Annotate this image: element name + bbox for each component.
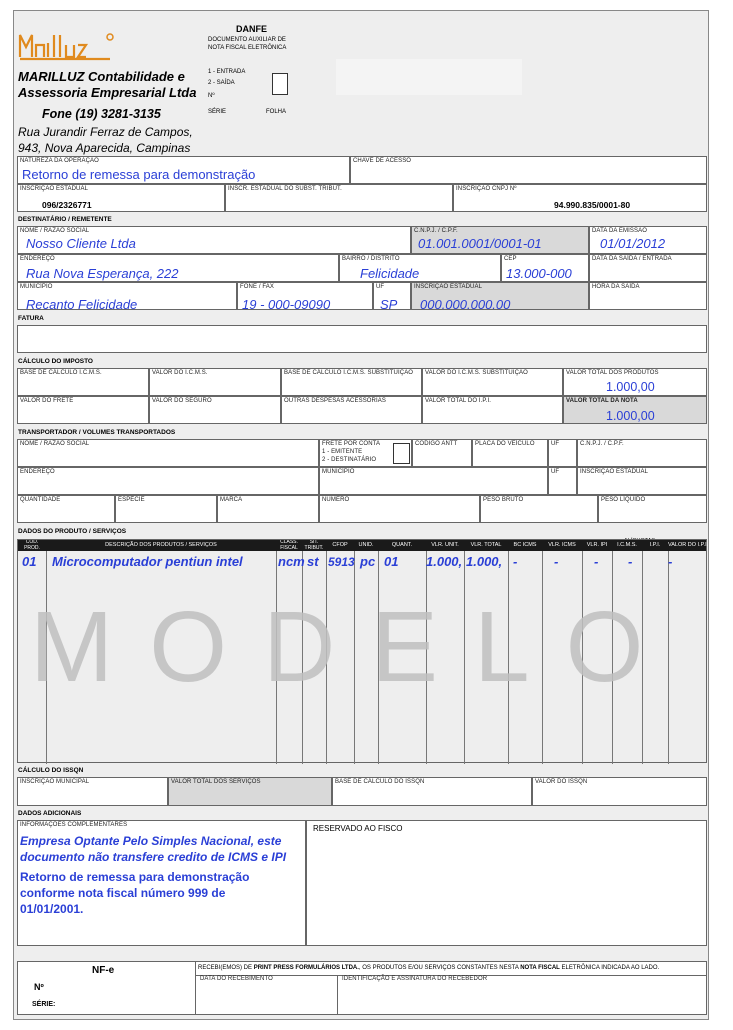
transp-peso-liquido-label: PESO LÍQUIDO	[601, 497, 646, 503]
entrada-label: 1 - ENTRADA	[208, 69, 246, 75]
transp-especie-label: ESPÉCIE	[118, 497, 145, 503]
recebemos-pre: RECEBI(EMOS) DE	[198, 965, 254, 971]
serie-label: SÉRIE	[208, 109, 227, 115]
issqn-valor-label: VALOR DO ISSQN	[535, 779, 588, 785]
th-class: CLASS. FISCAL	[280, 540, 298, 551]
dest-emissao-label: DATA DA EMISSÃO	[592, 228, 647, 234]
transp-endereco-cell	[17, 467, 319, 495]
info-text1: Empresa Optante Pelo Simples Nacional, este documento não transfere credito de ICMS e IPI	[20, 834, 287, 864]
dest-nome-cell	[17, 226, 411, 254]
total-produtos-label: VALOR TOTAL DOS PRODUTOS	[566, 370, 659, 376]
dest-hora-cell	[589, 282, 707, 310]
ie-subst-label: INSCR. ESTADUAL DO SUBST. TRIBUT.	[228, 186, 342, 192]
issqn-base-cell	[332, 777, 532, 806]
dest-endereco-cell	[17, 254, 339, 282]
transp-quantidade-label: QUANTIDADE	[20, 497, 61, 503]
th-aicms: I.C.M.S.	[617, 542, 637, 548]
dest-cnpj-label: C.N.P.J. / C.P.F.	[414, 228, 458, 234]
dest-nome-label: NOME / RAZÃO SOCIAL	[20, 228, 90, 234]
issqn-inscricao-cell	[17, 777, 168, 806]
transp-frete-cell	[319, 439, 412, 467]
natureza-cell	[17, 156, 350, 184]
issqn-inscricao-label: INSCRIÇÃO MUNICIPAL	[20, 779, 90, 785]
dest-uf-label: UF	[376, 284, 385, 290]
th-unid: UNID.	[358, 542, 374, 548]
natureza-value: Retorno de remessa para demonstração	[22, 167, 256, 182]
dest-bairro-cell	[339, 254, 501, 282]
transp-uf2-label: UF	[551, 469, 560, 475]
dest-emissao-cell	[589, 226, 707, 254]
total-nota-cell	[563, 396, 707, 424]
valor-icms-sub-label: VALOR DO I.C.M.S. SUBSTITUIÇÃO	[425, 370, 528, 376]
fisco-label: RESERVADO AO FISCO	[313, 824, 403, 833]
th-sit: SIT. TRIBUT.	[304, 540, 324, 551]
frete-cell	[17, 396, 149, 424]
row-unid: pc	[360, 554, 376, 569]
issqn-total-cell	[168, 777, 332, 806]
canhoto-recebemos	[198, 965, 659, 971]
base-icms-sub-label: BASE DE CÁLCULO I.C.M.S. SUBSTITUIÇÃO	[284, 370, 414, 376]
dest-cep-label: CEP	[504, 256, 517, 262]
dest-cep-value: 13.000-000	[506, 266, 572, 281]
th-desc: DESCRIÇÃO DOS PRODUTOS / SERVIÇOS	[105, 542, 217, 548]
issqn-section: CÁLCULO DO ISSQN	[18, 767, 84, 774]
th-bc: BC ICMS	[513, 542, 537, 548]
dest-ie-value: 000.000.000.00	[420, 297, 511, 310]
danfe-box	[204, 21, 300, 156]
row-vunit: 1.000,	[426, 554, 463, 569]
dest-municipio-value: Recanto Felicidade	[26, 297, 138, 310]
row-class: ncm	[278, 554, 305, 569]
recebemos-bold: NOTA FISCAL	[520, 965, 560, 971]
transp-frete-label: FRETE POR CONTA	[322, 441, 381, 447]
dest-saida-label: DATA DA SAÍDA / ENTRADA	[592, 256, 672, 262]
dest-municipio-label: MUNICÍPIO	[20, 284, 53, 290]
frete-label: VALOR DO FRETE	[20, 398, 74, 404]
dest-fone-value: 19 - 000-09090	[242, 297, 331, 310]
recebemos-mid: , OS PRODUTOS E/OU SERVIÇOS CONSTANTES NESTA	[358, 965, 521, 971]
dest-cnpj-cell	[411, 226, 589, 254]
canhoto-numero: Nº	[34, 982, 44, 992]
ie-cell	[17, 184, 225, 212]
outras-label: OUTRAS DESPESAS ACESSÓRIAS	[284, 398, 386, 404]
canhoto-nfe-box	[18, 962, 196, 1014]
row-aicms: -	[628, 554, 633, 569]
row-cod: 01	[22, 554, 37, 569]
dest-bairro-value: Felicidade	[360, 266, 420, 281]
saida-label: 2 - SAÍDA	[208, 80, 235, 86]
company-address	[18, 124, 193, 156]
row-desc: Microcomputador pentiun intel	[52, 554, 243, 569]
barcode-area	[336, 59, 522, 95]
products-header	[18, 540, 706, 551]
outras-cell	[281, 396, 422, 424]
dest-uf-cell	[373, 282, 411, 310]
danfe-title: DANFE	[236, 24, 267, 34]
row-vtotal: 1.000,	[466, 554, 503, 569]
fatura-cell	[17, 325, 707, 353]
company-phone: Fone (19) 3281-3135	[42, 107, 161, 121]
transp-marca-cell	[217, 495, 319, 523]
transp-nome-label: NOME / RAZÃO SOCIAL	[20, 441, 90, 447]
transp-peso-bruto-label: PESO BRUTO	[483, 497, 524, 503]
danfe-sub2: NOTA FISCAL ELETRÔNICA	[208, 45, 287, 51]
produtos-section: DADOS DO PRODUTO / SERVIÇOS	[18, 528, 127, 535]
total-nota-label: VALOR TOTAL DA NOTA	[566, 398, 638, 404]
transp-peso-liquido-cell	[598, 495, 707, 523]
th-vtotal: VLR. TOTAL	[470, 542, 502, 548]
th-vipi: VLR. IPI	[586, 542, 608, 548]
canhoto	[17, 961, 707, 1015]
valor-icms-sub-cell	[422, 368, 563, 396]
danfe-sub1: DOCUMENTO AUXILIAR DE	[208, 37, 286, 43]
transp-municipio-label: MUNICÍPIO	[322, 469, 355, 475]
dest-cep-cell	[501, 254, 589, 282]
table-row	[18, 554, 706, 574]
info-cell	[17, 820, 306, 946]
folha-label: FOLHA	[266, 109, 287, 115]
chave-cell	[350, 156, 707, 184]
canhoto-serie: SÉRIE:	[32, 1001, 56, 1008]
adicionais-section: DADOS ADICIONAIS	[18, 810, 82, 817]
seguro-label: VALOR DO SEGURO	[152, 398, 212, 404]
transp-placa-cell	[472, 439, 548, 467]
th-cfop: CFOP	[332, 542, 348, 548]
row-quant: 01	[384, 554, 399, 569]
transp-frete-1: 1 - EMITENTE	[322, 449, 363, 455]
dest-hora-label: HORA DA SAÍDA	[592, 284, 640, 290]
seguro-cell	[149, 396, 281, 424]
th-quant: QUANT.	[391, 542, 413, 548]
transp-especie-cell	[115, 495, 217, 523]
transp-uf-cell	[548, 439, 577, 467]
dest-nome-value: Nosso Cliente Ltda	[26, 236, 136, 251]
transp-cnpj-cell	[577, 439, 707, 467]
transp-placa-label: PLACA DO VEÍCULO	[475, 441, 535, 447]
base-icms-label: BASE DE CÁLCULO I.C.M.S.	[20, 370, 102, 376]
row-vipi: -	[594, 554, 599, 569]
valor-icms-label: VALOR DO I.C.M.S.	[152, 370, 208, 376]
canhoto-nfe: NF-e	[92, 965, 115, 976]
transp-numero-cell	[319, 495, 480, 523]
th-cod: CÓD. PROD.	[24, 540, 40, 551]
cnpj-label: INSCRIÇÃO CNPJ Nº	[456, 186, 517, 192]
dest-ie-cell	[411, 282, 589, 310]
dest-cnpj-value: 01.001.0001/0001-01	[418, 236, 542, 251]
row-bc: -	[513, 554, 518, 569]
th-vicms: VLR. ICMS	[548, 542, 576, 548]
company-line1: MARILLUZ Contabilidade e	[18, 69, 185, 84]
total-produtos-value: 1.000,00	[606, 380, 655, 394]
dest-bairro-label: BAIRRO / DISTRITO	[342, 256, 400, 262]
cnpj-cell	[453, 184, 707, 212]
cnpj-value: 94.990.835/0001-80	[554, 200, 631, 210]
dest-emissao-value: 01/01/2012	[600, 236, 666, 251]
ie-subst-cell	[225, 184, 453, 212]
transp-cnpj-label: C.N.P.J. / C.P.F.	[580, 441, 624, 447]
tipo-box	[272, 73, 288, 95]
chave-label: CHAVE DE ACESSO	[353, 158, 412, 164]
dest-saida-cell	[589, 254, 707, 282]
th-valor-ipi: VALOR DO I.P.I.	[668, 542, 708, 548]
th-vunit: VLR. UNIT.	[431, 542, 459, 548]
base-icms-sub-cell	[281, 368, 422, 396]
canhoto-data-cell	[196, 975, 338, 1014]
row-sit: st	[307, 554, 319, 569]
address-line1: Rua Jurandir Ferraz de Campos,	[18, 125, 193, 139]
transp-marca-label: MARCA	[220, 497, 243, 503]
transp-uf-label: UF	[551, 441, 560, 447]
row-vicms: -	[554, 554, 559, 569]
transp-municipio-cell	[319, 467, 548, 495]
dest-uf-value: SP	[380, 297, 398, 310]
dest-fone-label: FONE / FAX	[240, 284, 275, 290]
transp-quantidade-cell	[17, 495, 115, 523]
dest-endereco-label: ENDEREÇO	[20, 256, 55, 262]
info-text2: Retorno de remessa para demonstração conforme nota fiscal número 999 de 01/01/2001.	[20, 870, 250, 916]
fatura-section: FATURA	[18, 315, 44, 322]
numero-label: Nº	[208, 93, 215, 99]
ipi-cell	[422, 396, 563, 424]
transp-ie-label: INSCRIÇÃO ESTADUAL	[580, 469, 649, 475]
row-cfop: 5913	[328, 555, 355, 569]
dest-municipio-cell	[17, 282, 237, 310]
transp-uf2-cell	[548, 467, 577, 495]
transp-frete-2: 2 - DESTINATÁRIO	[322, 457, 377, 463]
natureza-label: NATUREZA DA OPERAÇÃO	[20, 158, 99, 164]
transp-peso-bruto-cell	[480, 495, 598, 523]
base-icms-cell	[17, 368, 149, 396]
dest-fone-cell	[237, 282, 373, 310]
total-produtos-cell	[563, 368, 707, 396]
transportador-section: TRANSPORTADOR / VOLUMES TRANSPORTADOS	[18, 429, 176, 436]
ie-value: 096/2326771	[42, 200, 92, 210]
transp-ie-cell	[577, 467, 707, 495]
imposto-section: CÁLCULO DO IMPOSTO	[18, 358, 93, 365]
recebemos-post: ELETRÔNICA INDICADA AO LADO.	[559, 965, 660, 971]
logo-icon	[18, 21, 118, 65]
transp-endereco-label: ENDEREÇO	[20, 469, 55, 475]
dest-ie-label: INSCRIÇÃO ESTADUAL	[414, 284, 483, 290]
canhoto-ident-cell	[338, 975, 706, 1014]
row-aipi: -	[668, 554, 673, 569]
transp-frete-box[interactable]	[393, 443, 410, 464]
company-line2: Assessoria Empresarial Ltda	[18, 85, 197, 100]
info-label: INFORMAÇÕES COMPLEMENTARES	[20, 822, 128, 828]
ie-label: INSCRIÇÃO ESTADUAL	[20, 186, 89, 192]
th-aipi: I.P.I.	[649, 542, 661, 548]
danfe-form	[13, 10, 709, 1020]
transp-numero-label: NÚMERO	[322, 497, 350, 503]
transp-antt-label: CÓDIGO ANTT	[415, 441, 458, 447]
transp-antt-cell	[412, 439, 472, 467]
logo	[18, 21, 118, 65]
issqn-total-label: VALOR TOTAL DOS SERVIÇOS	[171, 779, 261, 785]
destinatario-section: DESTINATÁRIO / REMETENTE	[18, 216, 112, 223]
company-name	[18, 69, 208, 101]
canhoto-data-label: DATA DO RECEBIMENTO	[200, 976, 273, 982]
dest-endereco-value: Rua Nova Esperança, 222	[26, 266, 179, 281]
modelo-watermark: MODELO	[30, 591, 680, 703]
ipi-label: VALOR TOTAL DO I.P.I.	[425, 398, 492, 404]
recebemos-company: PRINT PRESS FORMULÁRIOS LTDA.	[253, 965, 359, 971]
canhoto-ident-label: IDENTIFICAÇÃO E ASSINATURA DO RECEBEDOR	[342, 976, 488, 982]
issqn-base-label: BASE DE CÁLCULO DO ISSQN	[335, 779, 425, 785]
issqn-valor-cell	[532, 777, 707, 806]
transp-nome-cell	[17, 439, 319, 467]
total-nota-value: 1.000,00	[606, 409, 655, 423]
address-line2: 943, Nova Aparecida, Campinas	[18, 141, 191, 155]
fisco-cell	[306, 820, 707, 946]
valor-icms-cell	[149, 368, 281, 396]
